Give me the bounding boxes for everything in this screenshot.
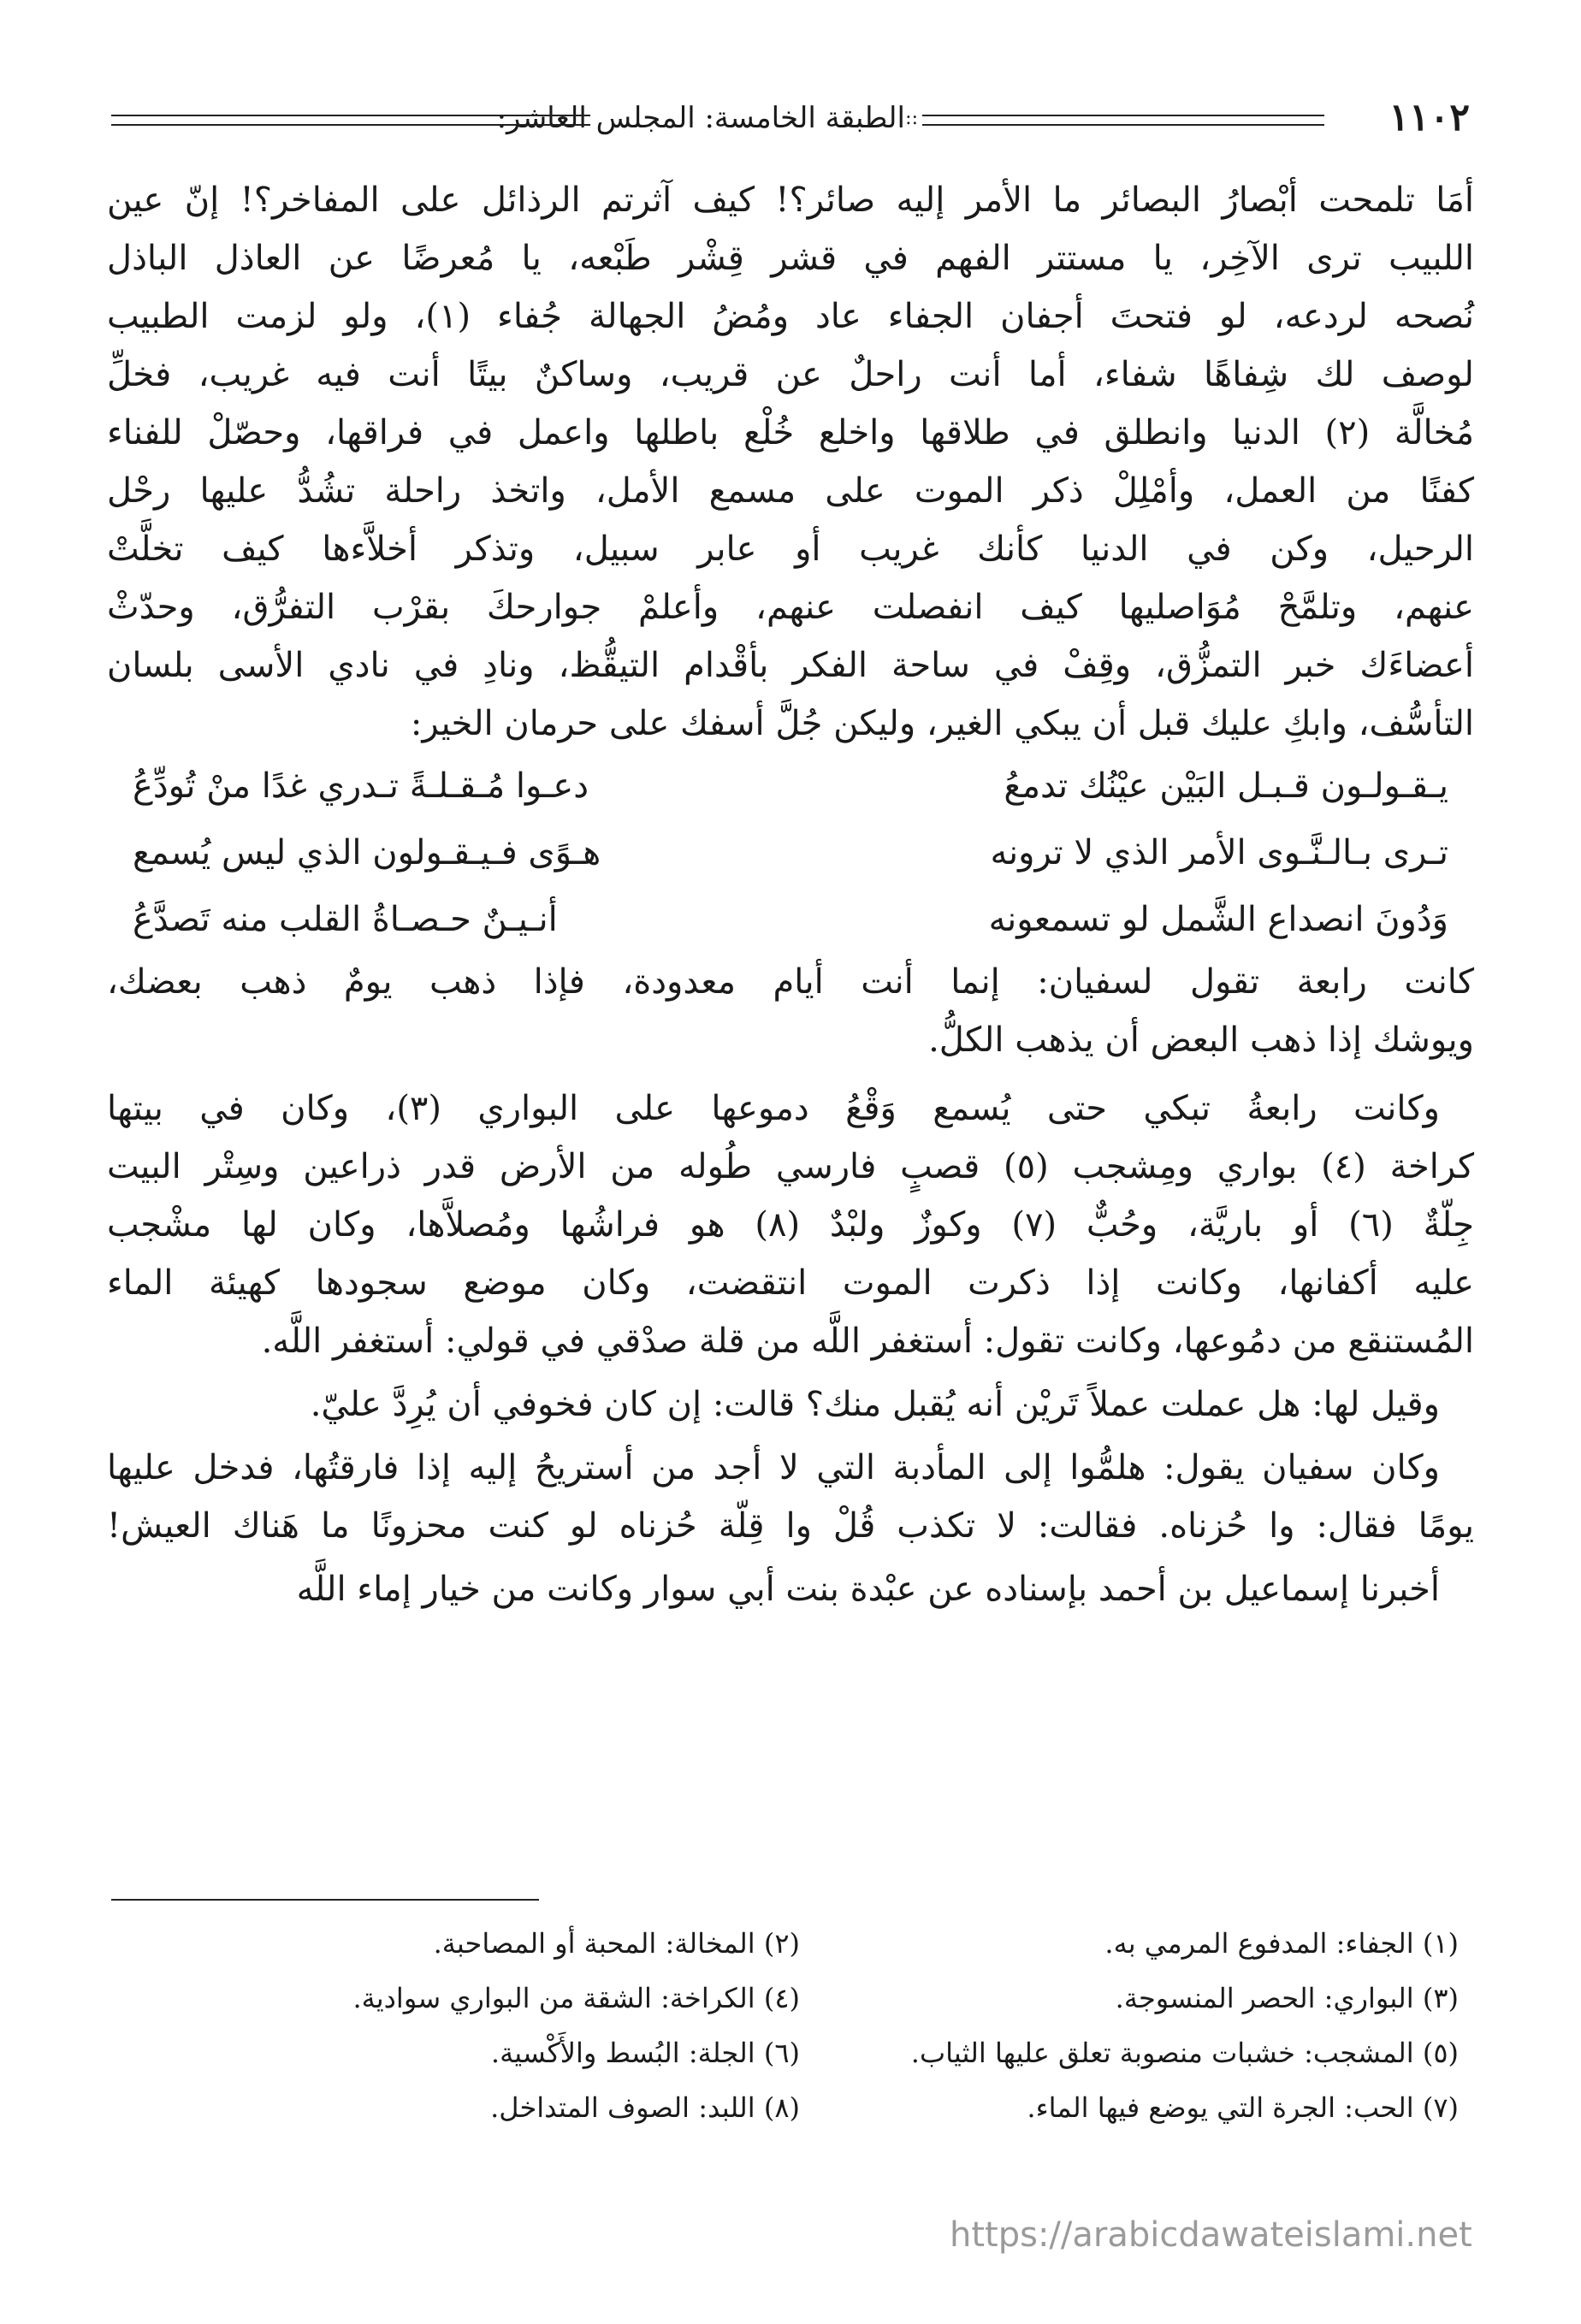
text-line: وكانت رابعةُ تبكي حتى يُسمع وَقْعُ دموعها على البواري (٣)، وكان في بيتها bbox=[107, 1089, 1440, 1128]
text-line: لوصف لك شِفاهًا شفاء، أما أنت راحلٌ عن قريب، وساكنٌ بيتًا أنت فيه غريب، فخلِّ bbox=[107, 355, 1474, 394]
footnote: (٧) الحب: الجرة التي يوضع فيها الماء. bbox=[1027, 2091, 1459, 2124]
text-line: اللبيب ترى الآخِر، يا مستتر الفهم في قشر قِشْر طَبْعه، يا مُعرضًا عن العاذل الباذل bbox=[107, 239, 1474, 278]
text-line: وكان سفيان يقول: هلمُّوا إلى المأدبة التي لا أجد من أستريحُ إليه إذا فارقتُها، فدخل عليها bbox=[107, 1448, 1440, 1487]
footnote-row bbox=[141, 1971, 1459, 2025]
paragraph-rabia-house bbox=[107, 1079, 1474, 1370]
verse-line bbox=[107, 819, 1474, 886]
paragraph-rabia-sufyan bbox=[107, 953, 1474, 1069]
text-line: عليه أكفانها، وكانت إذا ذكرت الموت انتقضت، وكان موضع سجودها كهيئة الماء bbox=[107, 1263, 1474, 1303]
footnotes bbox=[141, 1916, 1459, 2135]
paragraph-isnad bbox=[107, 1560, 1474, 1618]
paragraph-asked bbox=[107, 1375, 1474, 1434]
footnote: (٦) الجلة: البُسط والأَكْسية. bbox=[490, 2037, 800, 2069]
text-line: ويوشك إذا ذهب البعض أن يذهب الكلُّ. bbox=[928, 1020, 1474, 1060]
paragraph-sermon bbox=[107, 171, 1474, 753]
text-line: عنهم، وتلمَّحْ مُوَاصليها كيف انفصلت عنهم، وأعلمْ جوارحكَ بقرْب التفرُّق، وحدّثْ bbox=[107, 588, 1474, 627]
text-line: مُخالَّة (٢) الدنيا وانطلق في طلاقها واخلع خُلْع باطلها واعمل في فراقها، وحصّلْ للفناء bbox=[107, 413, 1474, 452]
running-title: الطبقة الخامسة: المجلس العاشر: bbox=[496, 101, 905, 135]
footnote: (٣) البواري: الحصر المنسوجة. bbox=[1115, 1982, 1459, 2014]
page-number: ١١٠٢ bbox=[1389, 96, 1470, 139]
paragraph-sufyan-visit bbox=[107, 1439, 1474, 1555]
text-line: كفنًا من العمل، وأمْلِلْ ذكر الموت على مسمع الأمل، واتخذ راحلة تشُدُّ عليها رحْل bbox=[107, 471, 1474, 511]
verse-line bbox=[107, 886, 1474, 953]
verse-first-hemistich: وَدُونَ انصداع الشَّمل لو تسمعونه bbox=[988, 900, 1448, 939]
text-line: أعضاءَك خبر التمزُّق، وقِفْ في ساحة الفكر بأقْدام التيقُّظ، ونادِ في نادي الأسى بلسان bbox=[107, 646, 1474, 685]
main-text bbox=[107, 171, 1474, 1618]
footnote: (٢) المخالة: المحبة أو المصاحبة. bbox=[433, 1927, 800, 1960]
footnote: (٥) المشجب: خشبات منصوبة تعلق عليها الثياب. bbox=[910, 2037, 1459, 2069]
footnote: (٤) الكراخة: الشقة من البواري سوادية. bbox=[352, 1982, 800, 2014]
verse-first-hemistich: يـقـولـون قـبـل البَيْن عيْنُك تدمعُ bbox=[1004, 766, 1448, 806]
watermark-url: https://arabicdawateislami.net bbox=[950, 2215, 1472, 2255]
verse-second-hemistich: هـوًى فـيـقـولون الذي ليس يُسمع bbox=[133, 833, 601, 872]
page-header bbox=[111, 96, 1470, 147]
footnote-row bbox=[141, 2025, 1459, 2080]
header-dots: :: bbox=[905, 108, 918, 129]
text-line: كراخة (٤) بواري ومِشجب (٥) قصبٍ فارسي طُوله من الأرض قدر ذراعين وسِتْر البيت bbox=[107, 1147, 1475, 1186]
verse-first-hemistich: تـرى بـالـنَّـوى الأمر الذي لا ترونه bbox=[990, 833, 1448, 872]
header-rule-left bbox=[111, 115, 590, 126]
text-line: أمَا تلمحت أبْصارُ البصائر ما الأمر إليه صائر؟! كيف آثرتم الرذائل على المفاخر؟! إنّ عين bbox=[107, 180, 1474, 220]
footnote-row bbox=[141, 2080, 1459, 2135]
footnote-separator bbox=[111, 1899, 539, 1901]
footnote: (١) الجفاء: المدفوع المرمي به. bbox=[1104, 1927, 1459, 1960]
text-line: كانت رابعة تقول لسفيان: إنما أنت أيام معدودة، فإذا ذهب يومٌ ذهب بعضك، bbox=[107, 962, 1474, 1002]
text-line: يومًا فقال: وا حُزناه. فقالت: لا تكذب قُلْ وا قِلّة حُزناه لو كنت محزونًا ما هَناك العيش! bbox=[107, 1506, 1474, 1546]
footnote: (٨) اللبد: الصوف المتداخل. bbox=[490, 2091, 800, 2124]
text-line: جِلّةٌ (٦) أو باريَّة، وحُبٌّ (٧) وكوزٌ ولبْدٌ (٨) هو فراشُها ومُصلاَّها، وكان لها مشْجب bbox=[107, 1205, 1474, 1245]
text-line: المُستنقع من دمُوعها، وكانت تقول: أستغفر اللَّه من قلة صدْقي في قولي: أستغفر اللَّه. bbox=[261, 1322, 1474, 1361]
verse-second-hemistich: أنـيـنٌ حـصـاةُ القلب منه تَصدَّعُ bbox=[133, 900, 558, 939]
text-line: نُصحه لردعه، لو فتحتَ أجفان الجفاء عاد ومُضُ الجهالة جُفاء (١)، ولو لزمت الطبيب bbox=[107, 297, 1474, 336]
text-line: أخبرنا إسماعيل بن أحمد بإسناده عن عبْدة بنت أبي سوار وكانت من خيار إماء اللَّه bbox=[296, 1570, 1440, 1609]
poem bbox=[107, 753, 1474, 953]
header-rule-right bbox=[922, 115, 1324, 126]
verse-line bbox=[107, 753, 1474, 819]
verse-second-hemistich: دعـوا مُـقـلـةً تـدري غدًا منْ تُودِّعُ bbox=[133, 766, 589, 806]
text-line: الرحيل، وكن في الدنيا كأنك غريب أو عابر سبيل، وتذكر أخلاَّءها كيف تخلَّتْ bbox=[107, 529, 1474, 569]
text-line: التأسُّف، وابكِ عليك قبل أن يبكي الغير، وليكن جُلَّ أسفك على حرمان الخير: bbox=[410, 704, 1474, 743]
footnote-row bbox=[141, 1916, 1459, 1971]
text-line: وقيل لها: هل عملت عملاً تَريْن أنه يُقبل منك؟ قالت: إن كان فخوفي أن يُرِدَّ عليّ. bbox=[310, 1385, 1440, 1424]
